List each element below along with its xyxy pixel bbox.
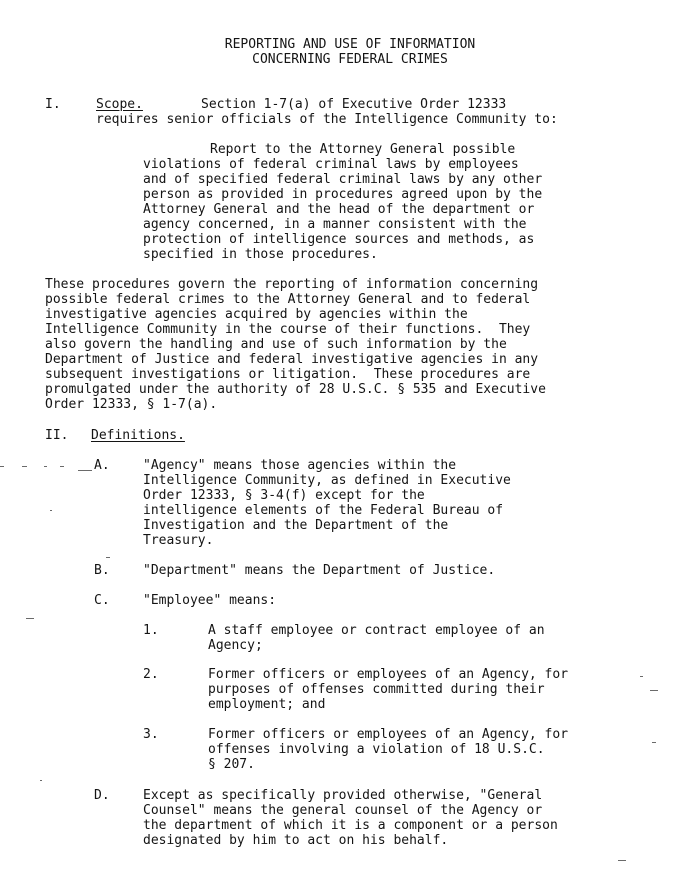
section-1-heading: Scope.: [96, 97, 143, 112]
definition-a-letter: A.: [94, 458, 110, 473]
definition-d-line: the department of which it is a component or a person: [143, 818, 558, 833]
scan-artifact: [0, 466, 4, 467]
subitem-2-line: purposes of offenses committed during their: [208, 682, 545, 697]
definition-a-line: Order 12333, § 3-4(f) except for the: [143, 488, 425, 503]
section-1-intro-line-2: requires senior officials of the Intelligence Community to:: [96, 112, 558, 127]
section-1-numeral: I.: [45, 97, 61, 112]
definition-a-line: "Agency" means those agencies within the: [143, 458, 457, 473]
definition-c-text: "Employee" means:: [143, 593, 277, 608]
scan-artifact: [106, 557, 110, 558]
quote-line: Attorney General and the head of the department or: [143, 202, 535, 217]
section-2-numeral: II.: [45, 428, 69, 443]
subitem-2-line: employment; and: [208, 697, 326, 712]
definition-d-letter: D.: [94, 788, 110, 803]
subitem-1-number: 1.: [143, 623, 159, 638]
scan-artifact: [78, 470, 92, 471]
scan-artifact: [640, 676, 643, 677]
scope-paragraph-line: subsequent investigations or litigation. These procedures are: [45, 367, 531, 382]
scope-paragraph-line: Intelligence Community in the course of their functions. They: [45, 322, 531, 337]
definition-a-line: Investigation and the Department of the: [143, 518, 449, 533]
scan-artifact: [652, 742, 656, 743]
subitem-2-line: Former officers or employees of an Agency, for: [208, 667, 569, 682]
scope-paragraph-line: investigative agencies acquired by agencies within the: [45, 307, 468, 322]
scan-artifact: [22, 466, 27, 467]
definition-d-line: Counsel" means the general counsel of the Agency or: [143, 803, 543, 818]
definition-b-letter: B.: [94, 563, 110, 578]
definition-d-line: designated by him to act on his behalf.: [143, 833, 449, 848]
scan-artifact: [40, 780, 42, 781]
scope-paragraph-line: promulgated under the authority of 28 U.S.C. § 535 and Executive: [45, 382, 546, 397]
subitem-3-number: 3.: [143, 727, 159, 742]
scan-artifact: [26, 618, 34, 619]
scope-paragraph-line: possible federal crimes to the Attorney General and to federal: [45, 292, 531, 307]
document-title-line-2: CONCERNING FEDERAL CRIMES: [252, 52, 448, 67]
subitem-3-line: Former officers or employees of an Agency, for: [208, 727, 569, 742]
quote-line: violations of federal criminal laws by employees: [143, 157, 519, 172]
scan-artifact: [44, 466, 47, 467]
section-1-intro-line-1: Section 1-7(a) of Executive Order 12333: [201, 97, 507, 112]
subitem-3-line: offenses involving a violation of 18 U.S.C.: [208, 742, 545, 757]
subitem-1-line: A staff employee or contract employee of an: [208, 623, 545, 638]
scope-paragraph-line: Department of Justice and federal investigative agencies in any: [45, 352, 539, 367]
quote-line: person as provided in procedures agreed upon by the: [143, 187, 543, 202]
scan-artifact: [60, 466, 64, 467]
scope-paragraph-line: These procedures govern the reporting of information concerning: [45, 277, 539, 292]
scan-artifact: [50, 510, 52, 511]
scope-paragraph-line: Order 12333, § 1-7(a).: [45, 397, 218, 412]
definition-a-line: intelligence elements of the Federal Bureau of: [143, 503, 504, 518]
scope-paragraph-line: also govern the handling and use of such information by the: [45, 337, 507, 352]
scan-artifact: [650, 690, 658, 691]
quote-line: and of specified federal criminal laws by any other: [143, 172, 543, 187]
subitem-3-line: § 207.: [208, 757, 255, 772]
definition-a-line: Treasury.: [143, 533, 214, 548]
quote-line: agency concerned, in a manner consistent with the: [143, 217, 527, 232]
document-title-line-1: REPORTING AND USE OF INFORMATION: [224, 37, 476, 52]
definition-d-line: Except as specifically provided otherwise, "General: [143, 788, 543, 803]
quote-line: Report to the Attorney General possible: [210, 142, 516, 157]
definition-b-text: "Department" means the Department of Justice.: [143, 563, 496, 578]
scan-artifact: [618, 860, 626, 861]
subitem-1-line: Agency;: [208, 638, 263, 653]
definition-a-line: Intelligence Community, as defined in Executive: [143, 473, 511, 488]
subitem-2-number: 2.: [143, 667, 159, 682]
definition-c-letter: C.: [94, 593, 110, 608]
section-2-heading: Definitions.: [91, 428, 185, 443]
quote-line: specified in those procedures.: [143, 247, 378, 262]
quote-line: protection of intelligence sources and methods, as: [143, 232, 535, 247]
